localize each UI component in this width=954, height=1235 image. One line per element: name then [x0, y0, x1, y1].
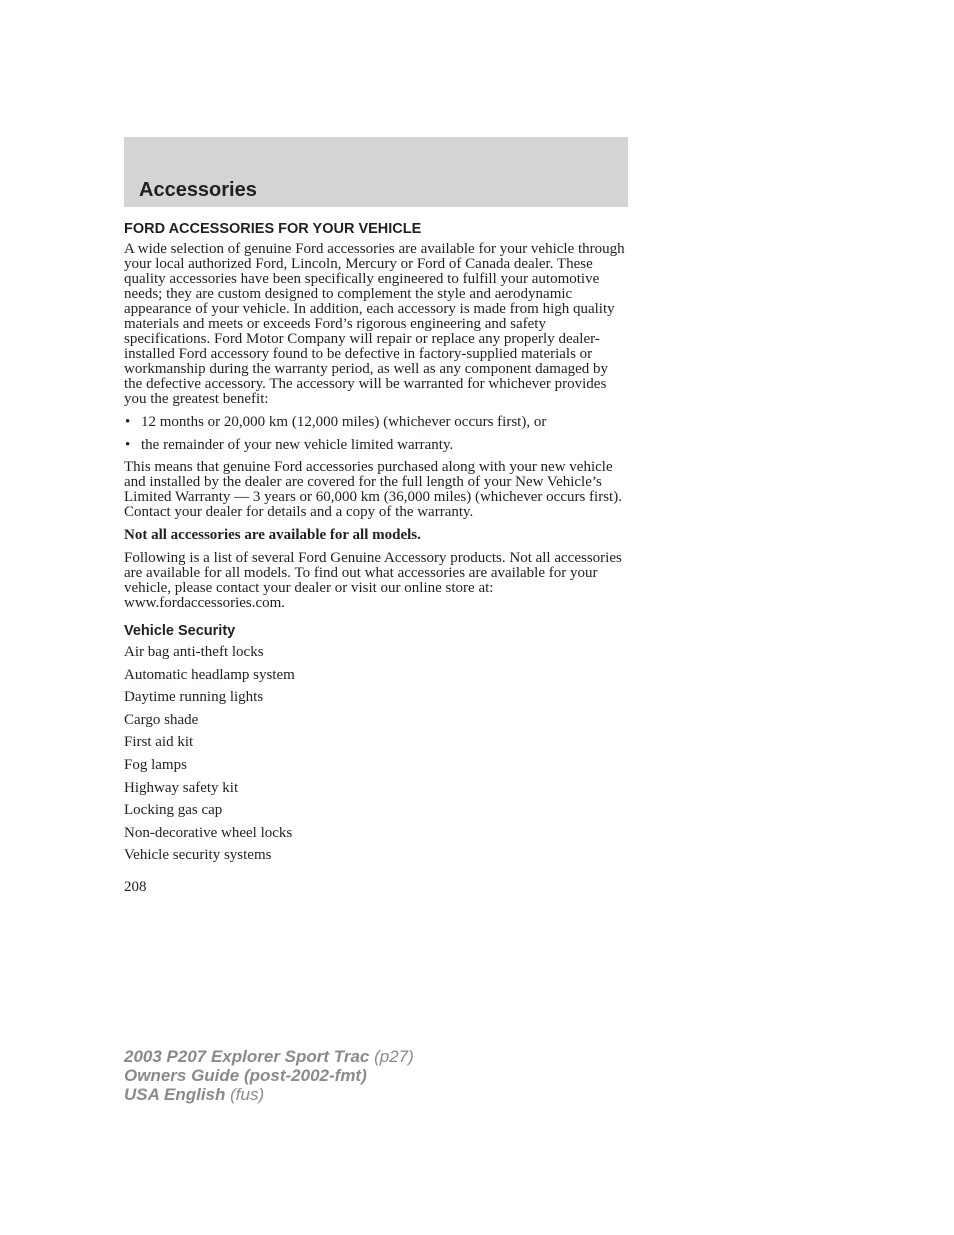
list-item: Vehicle security systems: [124, 847, 272, 864]
section-header-band: [124, 137, 628, 207]
bullet-text: the remainder of your new vehicle limited warranty.: [141, 437, 454, 453]
bullet-marker: •: [125, 437, 131, 453]
bullet-item: [124, 437, 628, 453]
list-item: Highway safety kit: [124, 779, 239, 796]
footer-language: USA English: [124, 1085, 226, 1104]
list-intro-paragraph: Following is a list of several Ford Genuine Accessory products. Not all accessories are available for all models. To find out what accessories are available for your vehicle, please contact your dealer or visit our online store at: www.fordaccessories.com.: [124, 550, 622, 611]
list-item: Non-decorative wheel locks: [124, 824, 293, 841]
footer-line-1: [124, 1047, 414, 1066]
vehicle-security-list: [124, 644, 628, 863]
bullet-marker: •: [125, 414, 131, 430]
vehicle-security-heading: Vehicle Security: [124, 623, 236, 639]
warranty-paragraph: This means that genuine Ford accessories purchased along with your new vehicle and installed by the dealer are covered for the full length of your New Vehicle’s Limited Warranty — 3 years or 60,000 km (36,000 miles) (whichever occurs first). Contact your dealer for details and a copy of the warranty.: [124, 459, 622, 520]
footer-model: 2003 P207 Explorer Sport Trac: [124, 1047, 370, 1066]
page-title: Accessories: [139, 179, 257, 201]
list-item: Automatic headlamp system: [124, 666, 295, 683]
list-item: Fog lamps: [124, 756, 187, 773]
footer-line-3: [124, 1085, 414, 1104]
bullet-text: 12 months or 20,000 km (12,000 miles) (whichever occurs first), or: [141, 414, 547, 430]
document-footer: [124, 1047, 414, 1104]
warranty-bullet-list: [124, 414, 628, 453]
footer-code: (p27): [374, 1047, 414, 1066]
section-heading: FORD ACCESSORIES FOR YOUR VEHICLE: [124, 221, 422, 237]
bullet-item: [124, 414, 628, 430]
page-number: 208: [124, 879, 147, 896]
list-item: First aid kit: [124, 734, 194, 751]
footer-guide: Owners Guide (post-2002-fmt): [124, 1066, 367, 1085]
intro-paragraph: A wide selection of genuine Ford accessories are available for your vehicle through your local authorized Ford, Lincoln, Mercury or Ford of Canada dealer. These quality accessories have been specifically engineered to fulfill your automotive needs; they are custom designed to complement the style and aerodynamic appearance of your vehicle. In addition, each accessory is made from high quality materials and meets or exceeds Ford’s rigorous engineering and safety specifications. Ford Motor Company will repair or replace any properly dealer-installed Ford accessory found to be defective in factory-supplied materials or workmanship during the warranty period, as well as any component damaged by the defective accessory. The accessory will be warranted for whichever provides you the greatest benefit:: [124, 241, 625, 407]
availability-note: Not all accessories are available for all models.: [124, 527, 421, 543]
footer-language-code: (fus): [230, 1085, 265, 1104]
list-item: Locking gas cap: [124, 802, 223, 819]
footer-line-2: [124, 1066, 414, 1085]
list-item: Cargo shade: [124, 711, 199, 728]
list-item: Daytime running lights: [124, 689, 264, 706]
list-item: Air bag anti-theft locks: [124, 644, 264, 660]
main-content: [124, 221, 628, 895]
